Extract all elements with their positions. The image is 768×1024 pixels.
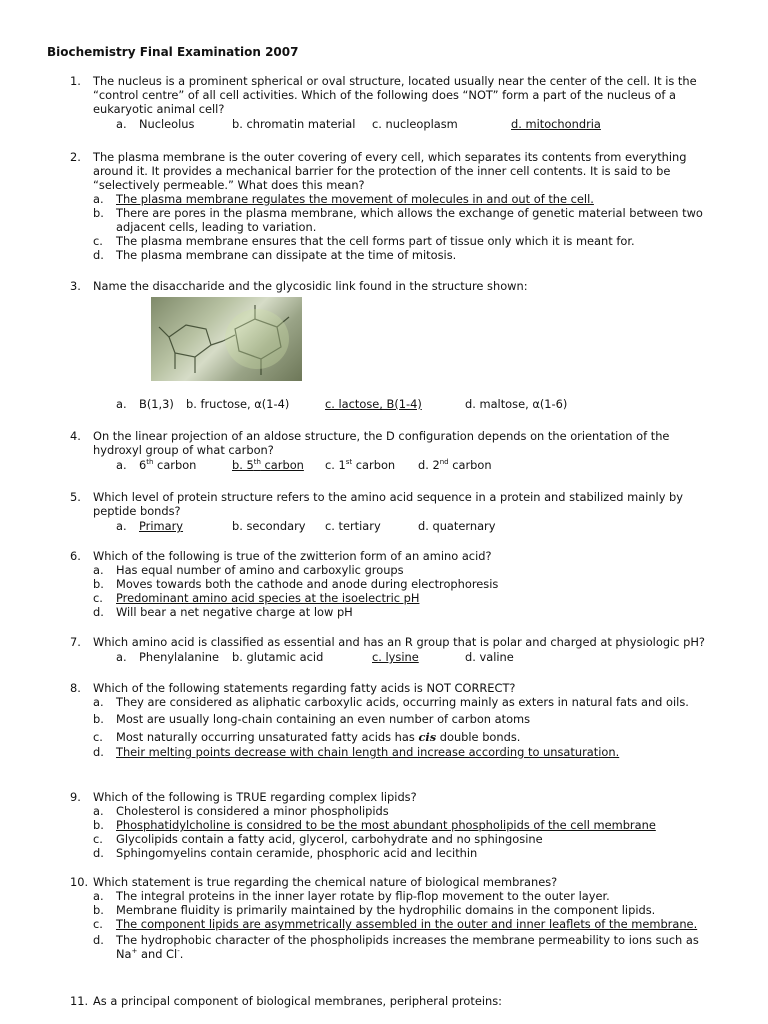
question-number: 5. xyxy=(70,490,81,504)
question-text: Which level of protein structure refers to the amino acid sequence in a protein and stabilized mainly by peptide bonds? xyxy=(93,490,684,518)
option-text-end: . xyxy=(179,947,184,961)
option-b: b. chromatin material xyxy=(232,117,356,131)
option-label: b. xyxy=(93,206,104,220)
option-a-label: a. xyxy=(116,117,127,131)
option-label: a. xyxy=(93,695,104,709)
option-a: Nucleolus xyxy=(139,117,195,131)
question-text: As a principal component of biological membranes, peripheral proteins: xyxy=(93,994,503,1008)
option-b-correct: b. 5th carbon xyxy=(232,458,304,472)
option-d xyxy=(93,248,720,262)
question-1 xyxy=(70,74,720,132)
option-label: c. xyxy=(93,832,103,846)
option-b xyxy=(93,577,720,591)
option-c xyxy=(93,917,720,931)
option-a xyxy=(93,192,720,206)
option-a xyxy=(93,889,720,903)
option-d xyxy=(93,745,720,759)
question-text: The nucleus is a prominent spherical or oval structure, located usually near the center of the cell. It is the “control centre” of all cell activities. Which of the following does “NOT” form a part of the nucleus of a eukaryotic animal cell? xyxy=(93,74,697,116)
option-label: a. xyxy=(93,563,104,577)
option-label: c. xyxy=(93,591,103,605)
option-label: a. xyxy=(93,192,104,206)
option-label: c. xyxy=(93,234,103,248)
option-text-correct: Predominant amino acid species at the isoelectric pH xyxy=(116,591,420,605)
question-number: 1. xyxy=(70,74,81,88)
question-number: 7. xyxy=(70,635,81,649)
question-number: 10. xyxy=(70,875,89,889)
option-a xyxy=(93,804,720,818)
question-2 xyxy=(70,150,720,262)
option-text-correct: The plasma membrane regulates the movement of molecules in and out of the cell. xyxy=(116,192,594,206)
option-c xyxy=(93,730,720,744)
option-list xyxy=(93,889,720,961)
option-b: b. glutamic acid xyxy=(232,650,324,664)
option-label: c. xyxy=(93,917,103,931)
cis-emphasis: cis xyxy=(418,730,437,744)
superscript-plus: + xyxy=(131,947,138,956)
option-d xyxy=(93,933,720,961)
option-c xyxy=(93,591,720,605)
option-d: d. maltose, α(1-6) xyxy=(465,397,568,411)
answer-row xyxy=(70,397,720,412)
question-10 xyxy=(70,875,720,961)
question-number: 4. xyxy=(70,429,81,443)
option-label: a. xyxy=(93,804,104,818)
option-text-mid: and Cl xyxy=(137,947,178,961)
question-text: Which amino acid is classified as essential and has an R group that is polar and charged at physiologic pH? xyxy=(93,635,705,649)
option-label: b. xyxy=(93,577,104,591)
option-a: Phenylalanine xyxy=(139,650,219,664)
answer-row xyxy=(70,650,720,665)
option-c-correct: c. lactose, B(1-4) xyxy=(325,397,422,411)
option-text: Has equal number of amino and carboxylic groups xyxy=(116,563,404,577)
option-text: Membrane fluidity is primarily maintained by the hydrophilic domains in the component lipids. xyxy=(116,903,656,917)
option-label: d. xyxy=(93,745,104,759)
option-text: Cholesterol is considered a minor phospholipids xyxy=(116,804,389,818)
option-text: Sphingomyelins contain ceramide, phosphoric acid and lecithin xyxy=(116,846,478,860)
option-c xyxy=(93,234,720,248)
disaccharide-structure-image xyxy=(151,297,302,381)
question-5 xyxy=(70,490,720,534)
structure-drawing xyxy=(151,297,302,381)
question-number: 11. xyxy=(70,994,89,1008)
option-c: c. nucleoplasm xyxy=(372,117,458,131)
question-8 xyxy=(70,681,720,759)
option-text-end: double bonds. xyxy=(436,730,521,744)
option-a: B(1,3) xyxy=(139,397,174,411)
option-label: d. xyxy=(93,605,104,619)
question-6 xyxy=(70,549,720,619)
question-3-answers xyxy=(70,396,720,412)
question-11 xyxy=(70,994,720,1008)
option-text: There are pores in the plasma membrane, which allows the exchange of genetic material between two adjacent cells, leading to variation. xyxy=(116,206,703,234)
option-list xyxy=(93,192,720,262)
question-text: Which of the following statements regarding fatty acids is NOT CORRECT? xyxy=(93,681,516,695)
question-number: 8. xyxy=(70,681,81,695)
option-text-correct: The component lipids are asymmetrically assembled in the outer and inner leaflets of the membrane. xyxy=(116,917,698,931)
option-label: b. xyxy=(93,712,104,726)
question-number: 9. xyxy=(70,790,81,804)
superscript-minus: - xyxy=(177,947,180,956)
option-text: The integral proteins in the inner layer rotate by flip-flop movement to the outer layer. xyxy=(116,889,610,903)
option-c xyxy=(93,832,720,846)
option-list xyxy=(93,804,720,860)
option-a-label: a. xyxy=(116,397,127,411)
question-7 xyxy=(70,635,720,665)
question-text: The plasma membrane is the outer covering of every cell, which separates its contents from everything around it. It provides a mechanical barrier for the protection of the inner cell contents. It is said to be “selectively permeable.” What does this mean? xyxy=(93,150,687,192)
option-text: The plasma membrane ensures that the cell forms part of tissue only which it is meant for. xyxy=(116,234,635,248)
option-b xyxy=(93,712,720,726)
question-text: Which statement is true regarding the chemical nature of biological membranes? xyxy=(93,875,558,889)
option-d xyxy=(93,846,720,860)
option-b xyxy=(93,206,720,234)
answer-row xyxy=(70,519,720,534)
option-b xyxy=(93,818,720,832)
option-d-correct: d. mitochondria xyxy=(511,117,601,131)
answer-row xyxy=(70,458,720,473)
option-text: The plasma membrane can dissipate at the time of mitosis. xyxy=(116,248,457,262)
option-text: Glycolipids contain a fatty acid, glycerol, carbohydrate and no sphingosine xyxy=(116,832,543,846)
option-text: They are considered as aliphatic carboxylic acids, occurring mainly as exters in natural fats and oils. xyxy=(116,695,689,709)
question-text: Which of the following is TRUE regarding complex lipids? xyxy=(93,790,417,804)
question-text: On the linear projection of an aldose structure, the D configuration depends on the orientation of the hydroxyl group of what carbon? xyxy=(93,429,670,457)
option-list xyxy=(93,563,720,619)
answer-row xyxy=(70,117,720,132)
option-d: d. quaternary xyxy=(418,519,496,533)
option-text-correct: Phosphatidylcholine is considred to be the most abundant phospholipids of the cell membrane xyxy=(116,818,656,832)
question-number: 6. xyxy=(70,549,81,563)
option-a-label: a. xyxy=(116,650,127,664)
option-c: c. tertiary xyxy=(325,519,381,533)
option-label: d. xyxy=(93,933,104,947)
option-c: c. 1st carbon xyxy=(325,458,396,472)
option-text: Moves towards both the cathode and anode during electrophoresis xyxy=(116,577,499,591)
question-number: 3. xyxy=(70,279,81,293)
option-b: b. secondary xyxy=(232,519,306,533)
question-4 xyxy=(70,429,720,473)
option-label: c. xyxy=(93,730,103,744)
option-c-correct: c. lysine xyxy=(372,650,419,664)
option-a-label: a. xyxy=(116,458,127,472)
option-a xyxy=(93,695,720,709)
option-label: b. xyxy=(93,818,104,832)
option-d: d. 2nd carbon xyxy=(418,458,492,472)
option-b xyxy=(93,903,720,917)
option-text-correct: Their melting points decrease with chain length and increase according to unsaturation. xyxy=(116,745,620,759)
option-list xyxy=(93,695,720,759)
option-label: a. xyxy=(93,889,104,903)
option-text: Will bear a net negative charge at low pH xyxy=(116,605,353,619)
option-label: b. xyxy=(93,903,104,917)
option-text: Most are usually long-chain containing an even number of carbon atoms xyxy=(116,712,531,726)
option-d: d. valine xyxy=(465,650,514,664)
option-text: Most naturally occurring unsaturated fatty acids has xyxy=(116,730,419,744)
option-a xyxy=(93,563,720,577)
exam-title: Biochemistry Final Examination 2007 xyxy=(47,45,299,59)
option-label: d. xyxy=(93,846,104,860)
option-a-label: a. xyxy=(116,519,127,533)
option-label: d. xyxy=(93,248,104,262)
question-text: Name the disaccharide and the glycosidic link found in the structure shown: xyxy=(93,279,528,293)
option-d xyxy=(93,605,720,619)
question-text: Which of the following is true of the zwitterion form of an amino acid? xyxy=(93,549,492,563)
question-9 xyxy=(70,790,720,860)
question-number: 2. xyxy=(70,150,81,164)
option-a-correct: Primary xyxy=(139,519,184,533)
option-b: b. fructose, α(1-4) xyxy=(186,397,290,411)
option-a: 6th carbon xyxy=(139,458,197,472)
option-text: The hydrophobic character of the phospholipids increases the membrane permeability to ions such as Na xyxy=(116,933,699,961)
question-3 xyxy=(70,279,720,293)
